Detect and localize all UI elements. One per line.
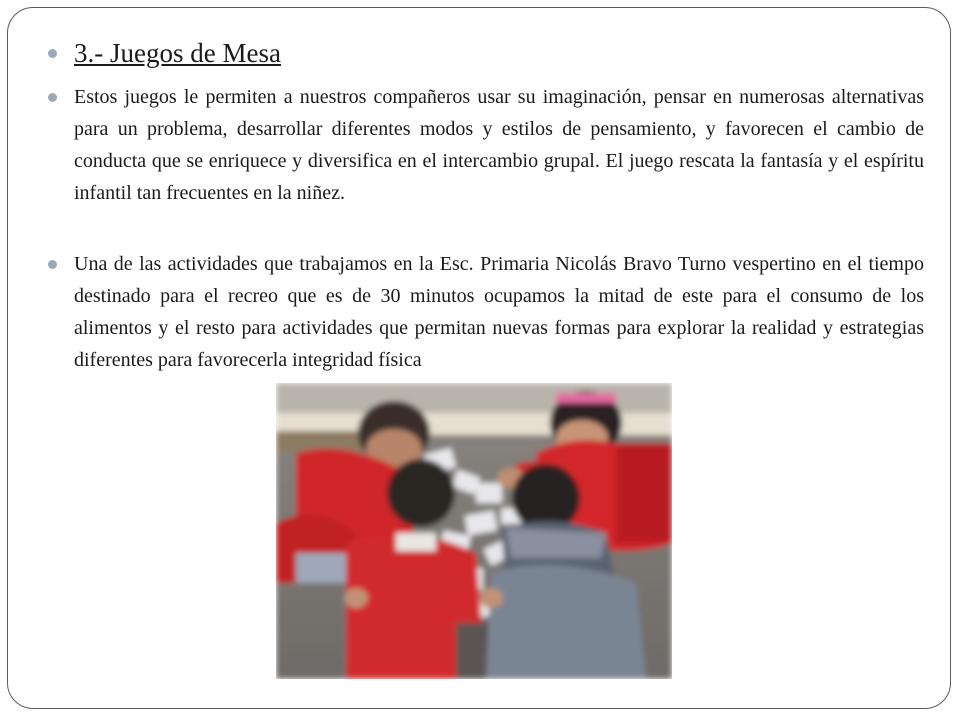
photo-illustration bbox=[276, 383, 672, 679]
bullet-icon bbox=[48, 260, 57, 269]
bullet-icon bbox=[48, 93, 57, 102]
children-playing-photo bbox=[276, 383, 672, 679]
paragraph-2-text: Una de las actividades que trabajamos en la Esc. Primaria Nicolás Bravo Turno vespertino en el tiempo destinado para el recreo que es de 30 minutos ocupamos la mitad de este para el consumo de los alimentos y el resto para actividades que permitan nuevas formas para explorar la realidad y estrategias diferentes para favorecerla integridad física bbox=[74, 253, 924, 371]
bullet-paragraph-2 bbox=[48, 248, 924, 376]
bullet-icon bbox=[48, 49, 57, 58]
paragraph-1-text: Estos juegos le permiten a nuestros compañeros usar su imaginación, pensar en numerosas alternativas para un problema, desarrollar diferentes modos y estilos de pensamiento, y favorecen el cambio de conducta que se enriquece y diversifica en el intercambio grupal. El juego rescata la fantasía y el espíritu infantil tan frecuentes en la niñez. bbox=[74, 86, 924, 204]
slide-heading bbox=[48, 36, 924, 70]
bullet-paragraph-1 bbox=[48, 81, 924, 209]
heading-text: 3.- Juegos de Mesa bbox=[74, 38, 281, 68]
